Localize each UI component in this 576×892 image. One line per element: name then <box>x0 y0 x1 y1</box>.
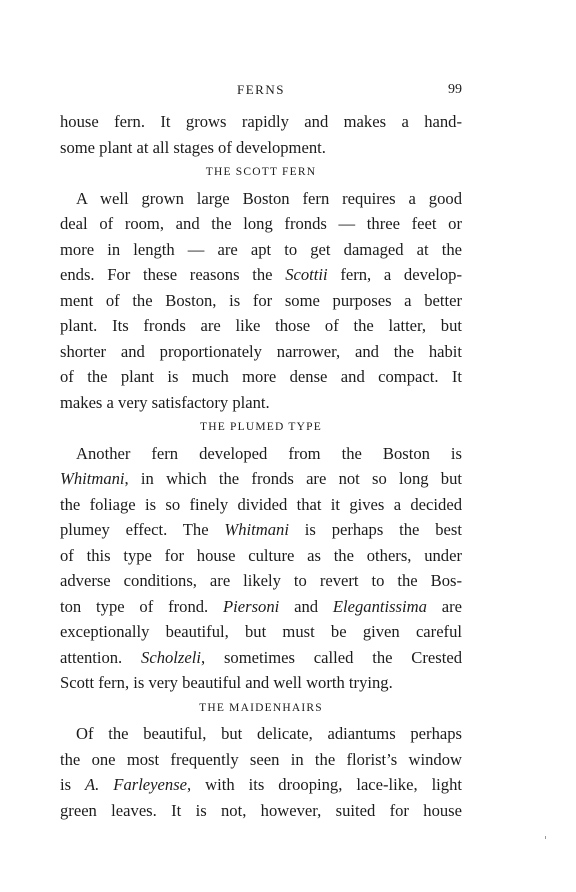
text-line: shorter and proportionately narrower, and the habit <box>60 341 462 361</box>
text-line: more in length — are apt to get damaged at the <box>60 239 462 259</box>
text-line: ends. For these reasons the Scottii fern, a develop- <box>60 265 462 284</box>
text-line: is A. Farleyense, with its drooping, lace-like, light <box>60 775 462 794</box>
text-line: exceptionally beautiful, but must be given careful <box>60 622 462 641</box>
section-heading-maidenhairs: THE MAIDENHAIRS <box>199 701 323 714</box>
text-line: deal of room, and the long fronds — three feet or <box>60 214 462 233</box>
text-line: attention. Scholzeli, sometimes called the Crested <box>60 647 462 667</box>
text-line: plumey effect. The Whitmani is perhaps the best <box>60 520 462 539</box>
text-line: some plant at all stages of development. <box>60 137 326 157</box>
text-line: Of the beautiful, but delicate, adiantums perhaps <box>76 724 462 743</box>
text-line: A well grown large Boston fern requires a good <box>76 188 462 208</box>
text-line: of the plant is much more dense and compact. It <box>60 367 462 386</box>
text-line: adverse conditions, are likely to revert to the Bos- <box>60 571 462 590</box>
text-line: makes a very satisfactory plant. <box>60 392 270 412</box>
page-header <box>60 82 462 102</box>
text-line: Whitmani, in which the fronds are not so long but <box>60 469 462 488</box>
page-number: 99 <box>448 82 462 97</box>
text-line: ton type of frond. Piersoni and Elegantissima are <box>60 596 462 616</box>
body-text <box>60 109 462 823</box>
text-line: of this type for house culture as the others, under <box>60 545 462 565</box>
paper-speck <box>545 836 546 839</box>
text-line: house fern. It grows rapidly and makes a hand- <box>60 112 462 131</box>
text-line: plant. Its fronds are like those of the latter, but <box>60 316 462 335</box>
text-line: the foliage is so finely divided that it gives a decided <box>60 494 462 514</box>
text-line: ment of the Boston, is for some purposes a better <box>60 290 462 310</box>
section-heading-scott-fern: THE SCOTT FERN <box>205 166 317 178</box>
text-line: Another fern developed from the Boston is <box>76 443 462 463</box>
text-line: the one most frequently seen in the florist’s window <box>60 749 462 769</box>
text-line: green leaves. It is not, however, suited for house <box>60 800 462 820</box>
running-head: FERNS <box>237 82 285 97</box>
text-line: Scott fern, is very beautiful and well worth trying. <box>60 673 393 692</box>
section-heading-plumed-type: THE PLUMED TYPE <box>200 421 322 433</box>
